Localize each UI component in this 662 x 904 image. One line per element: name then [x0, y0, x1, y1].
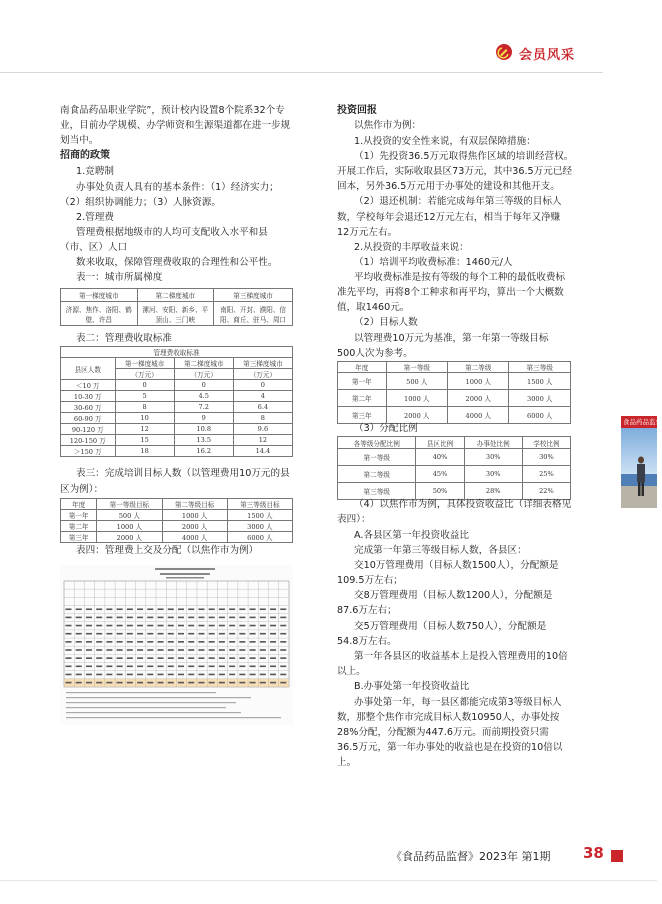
table-row [61, 380, 293, 391]
table-cell: 5 [115, 391, 174, 402]
table-cell: 6000 人 [227, 532, 292, 543]
table-cell: 济源、焦作、洛阳、鹤壁、许昌 [61, 302, 138, 326]
paragraph: （4）以焦作市为例，具体投资收益比（详细表格见 [354, 499, 572, 510]
table-cell: 第一年 [338, 373, 387, 390]
table-cell: 10.8 [174, 424, 233, 435]
table-header: 第三等级目标 [227, 499, 292, 510]
paragraph: 109.5万左右； [337, 575, 403, 586]
paragraph: （2）目标人数 [354, 317, 418, 328]
table-allocation [337, 436, 571, 500]
party-emblem-icon [496, 44, 512, 60]
table-fee-standard [60, 346, 293, 457]
paragraph: （市、区）人口 [60, 242, 128, 253]
table-cell: 10 [115, 413, 174, 424]
table-header: 第三等级 [509, 362, 571, 373]
page-marker [611, 850, 623, 862]
paragraph: 28%分配，分配额为447.6万元。而前期投资只需 [337, 727, 549, 738]
table4-image [60, 565, 293, 725]
table-cell: 第一年 [61, 510, 97, 521]
photo-caption: 食品药品监督 [623, 418, 662, 426]
table4-caption: 表四：管理费上交及分配（以焦作市为例） [76, 545, 259, 556]
table-cell: 6.4 [233, 402, 292, 413]
table-cell: 7.2 [174, 402, 233, 413]
table-row [61, 446, 293, 457]
table-header: 第一等级 [386, 362, 447, 373]
table-cell: 2000 人 [448, 390, 509, 407]
table-cell: 1000 人 [162, 510, 227, 521]
table-cell: 50% [416, 483, 464, 500]
table-cell: 30% [464, 466, 522, 483]
paragraph: 以管理费10万元为基准，第一年第一等级目标 [354, 333, 549, 344]
table-cell: 30-60 万 [61, 402, 116, 413]
paragraph: 36.5万元，第一年办事处的收益也是在投资的10倍以 [337, 742, 563, 753]
table-header: 办事处比例 [464, 437, 522, 449]
table-cell: 10-30 万 [61, 391, 116, 402]
table-row [61, 532, 293, 543]
table-row [61, 424, 293, 435]
page-number: 38 [583, 844, 604, 862]
table-cell: 1000 人 [97, 521, 162, 532]
table-header: 第一梯度城市 [115, 358, 174, 369]
paragraph: 准先平均，再将8个工种求和再平均，算出一个大概数 [337, 287, 564, 298]
table-cell: 6000 人 [509, 407, 571, 424]
table-cell: 1000 人 [448, 373, 509, 390]
table-cell: 22% [522, 483, 570, 500]
table-cell: 45% [416, 466, 464, 483]
table-cell: 16.2 [174, 446, 233, 457]
table-title: 管理费收取标准 [61, 347, 293, 358]
paragraph: 500人次为参考。 [337, 348, 413, 359]
table-header: 第一等级目标 [97, 499, 162, 510]
table-unit: （万元） [174, 369, 233, 380]
table1-caption: 表一：城市所属梯度 [76, 272, 163, 283]
paragraph: 办事处负责人具有的基本条件：（1）经济实力； [76, 182, 279, 193]
table-header: 学校比例 [522, 437, 570, 449]
table-cell: ＜10 万 [61, 380, 116, 391]
paragraph: 1.竞聘制 [76, 166, 114, 177]
table-cell: 1500 人 [509, 373, 571, 390]
table3-caption: 表三：完成培训目标人数（以管理费用10万元的县 [76, 468, 290, 479]
section-title: 会员风采 [519, 48, 576, 63]
table-row [338, 449, 571, 466]
table-cell: 4000 人 [162, 532, 227, 543]
table-cell: 南阳、开封、濮阳、信阳、商丘、驻马、周口 [214, 302, 293, 326]
paragraph: 以上。 [337, 666, 366, 677]
table-row [61, 413, 293, 424]
table-cell: 4000 人 [448, 407, 509, 424]
paragraph: 数，学校每年会退还12万元左右，相当于每年又净赚 [337, 212, 561, 223]
table-cell: 1000 人 [386, 390, 447, 407]
table-cell: 1500 人 [227, 510, 292, 521]
table-targets [337, 361, 571, 424]
table-cell: 14.4 [233, 446, 292, 457]
table-row [61, 510, 293, 521]
table-cell: 28% [464, 483, 522, 500]
table-unit: （万元） [233, 369, 292, 380]
table-cell: 第三等级 [338, 483, 416, 500]
paragraph: 第一年各县区的收益基本上是投入管理费用的10倍 [354, 651, 568, 662]
table-row [61, 435, 293, 446]
table-cell: 9.6 [233, 424, 292, 435]
table-header: 第二等级目标 [162, 499, 227, 510]
table-cell: 12 [115, 424, 174, 435]
paragraph: 以焦作市为例： [354, 120, 422, 131]
paragraph: 12万元左右。 [337, 227, 398, 238]
paragraph: 值，取1460元。 [337, 302, 410, 313]
table-unit: （万元） [115, 369, 174, 380]
table-cell: 2000 人 [162, 521, 227, 532]
paragraph: 上。 [337, 757, 357, 768]
table-header: 第二梯度城市 [174, 358, 233, 369]
paragraph: 交5万管理费用（目标人数750人），分配额是 [354, 621, 547, 632]
table-city-tiers [60, 288, 293, 326]
table-cell: 9 [174, 413, 233, 424]
paragraph: 完成第一年第三等级目标人数，各县区： [354, 545, 527, 556]
paragraph: B.办事处第一年投资收益比 [354, 681, 470, 692]
table-row [61, 402, 293, 413]
table-cell: 500 人 [386, 373, 447, 390]
paragraph: 交10万管理费用（目标人数1500人），分配额是 [354, 560, 559, 571]
table-cell: 第三年 [61, 532, 97, 543]
table-cell: 4.5 [174, 391, 233, 402]
table-cell: 25% [522, 466, 570, 483]
table-header: 第二等级 [448, 362, 509, 373]
paragraph: 开展工作后，实际收取县区73万元，其中36.5万元已经 [337, 166, 573, 177]
policy-heading: 招商的政策 [60, 150, 110, 161]
table-cell: 8 [233, 413, 292, 424]
member-photo [621, 416, 662, 508]
table-cell: 90-120 万 [61, 424, 116, 435]
table-cell: 500 人 [97, 510, 162, 521]
photo-scene [621, 416, 657, 508]
table-header: 第三梯度城市 [214, 289, 293, 302]
paragraph: （3）分配比例 [354, 423, 418, 434]
table-header: 年度 [61, 499, 97, 510]
table-cell: 2000 人 [97, 532, 162, 543]
table-cell: 4 [233, 391, 292, 402]
table-cell: 120-150 万 [61, 435, 116, 446]
paragraph: （2）退还机制：若能完成每年第三等级的目标人 [354, 196, 562, 207]
paragraph: 2.管理费 [76, 212, 114, 223]
table-row [61, 391, 293, 402]
table-cell: 15 [115, 435, 174, 446]
table-cell: 0 [233, 380, 292, 391]
table-row [338, 466, 571, 483]
intro-line: 南食品药品职业学院”，预计校内设置8个院系32个专 [60, 105, 285, 116]
table-cell: 8 [115, 402, 174, 413]
paragraph: 交8万管理费用（目标人数1200人），分配额是 [354, 590, 553, 601]
table-cell: 0 [115, 380, 174, 391]
intro-line: 划当中。 [60, 135, 99, 146]
table-header: 县区人数 [61, 358, 116, 380]
paragraph: 54.8万左右。 [337, 636, 397, 647]
table-cell: 12 [233, 435, 292, 446]
table-row [338, 373, 571, 390]
table-cell: ＞150 万 [61, 446, 116, 457]
table-cell: 3000 人 [227, 521, 292, 532]
table-cell: 漯河、安阳、新乡、平顶山、三门峡 [137, 302, 214, 326]
header-divider [0, 72, 603, 73]
paragraph: 数来收取，保障管理费收取的合理性和公平性。 [76, 257, 278, 268]
table-header: 第一梯度城市 [61, 289, 138, 302]
table-cell: 30% [522, 449, 570, 466]
table-cell: 18 [115, 446, 174, 457]
table-cell: 30% [464, 449, 522, 466]
paragraph: 数，那整个焦作市完成目标人数10950人，办事处按 [337, 712, 560, 723]
table-cell: 第三年 [338, 407, 387, 424]
table-cell: 2000 人 [386, 407, 447, 424]
table-cell: 第二年 [61, 521, 97, 532]
table2-caption: 表二：管理费收取标准 [76, 333, 172, 344]
paragraph: 办事处第一年，每一县区都能完成第3等级目标人 [354, 697, 562, 708]
paragraph: 平均收费标准是按有等级的每个工种的最低收费标 [354, 272, 566, 283]
paragraph: （1）培训平均收费标准：1460元/人 [354, 257, 513, 268]
table-cell: 3000 人 [509, 390, 571, 407]
paragraph: 管理费根据地级市的人均可支配收入水平和县 [76, 227, 268, 238]
table-header: 县区比例 [416, 437, 464, 449]
table-header: 第二梯度城市 [137, 289, 214, 302]
table-header: 各等级分配比例 [338, 437, 416, 449]
table-row [338, 390, 571, 407]
table-cell: 第一等级 [338, 449, 416, 466]
table-cell: 0 [174, 380, 233, 391]
footer-divider [0, 880, 657, 881]
table3-caption: 区为例）： [60, 484, 104, 495]
table-header: 年度 [338, 362, 387, 373]
table-header: 第三梯度城市 [233, 358, 292, 369]
table-cell: 40% [416, 449, 464, 466]
table-cell: 60-90 万 [61, 413, 116, 424]
investment-heading: 投资回报 [337, 105, 377, 116]
paragraph: （1）先投资36.5万元取得焦作区域的培训经营权。 [354, 151, 574, 162]
table-cell: 第二年 [338, 390, 387, 407]
table-cell: 第二等级 [338, 466, 416, 483]
table-cell: 13.5 [174, 435, 233, 446]
paragraph: 1.从投资的安全性来说，有双层保障措施： [354, 136, 536, 147]
paragraph: 表四）： [337, 514, 371, 525]
table-row [61, 521, 293, 532]
paragraph: A.各县区第一年投资收益比 [354, 530, 469, 541]
paragraph: 2.从投资的丰厚收益来说： [354, 242, 469, 253]
paragraph: （2）组织协调能力；（3）人脉资源。 [60, 197, 221, 208]
table-training-targets [60, 498, 293, 543]
journal-footer: 《食品药品监督》2023年 第1期 [391, 850, 551, 863]
paragraph: 87.6万左右； [337, 605, 397, 616]
paragraph: 回本，另外36.5万元用于办事处的建设和其他开支。 [337, 181, 560, 192]
intro-line: 业，目前办学规模、办学师资和生源渠道都在进一步规 [60, 120, 291, 131]
